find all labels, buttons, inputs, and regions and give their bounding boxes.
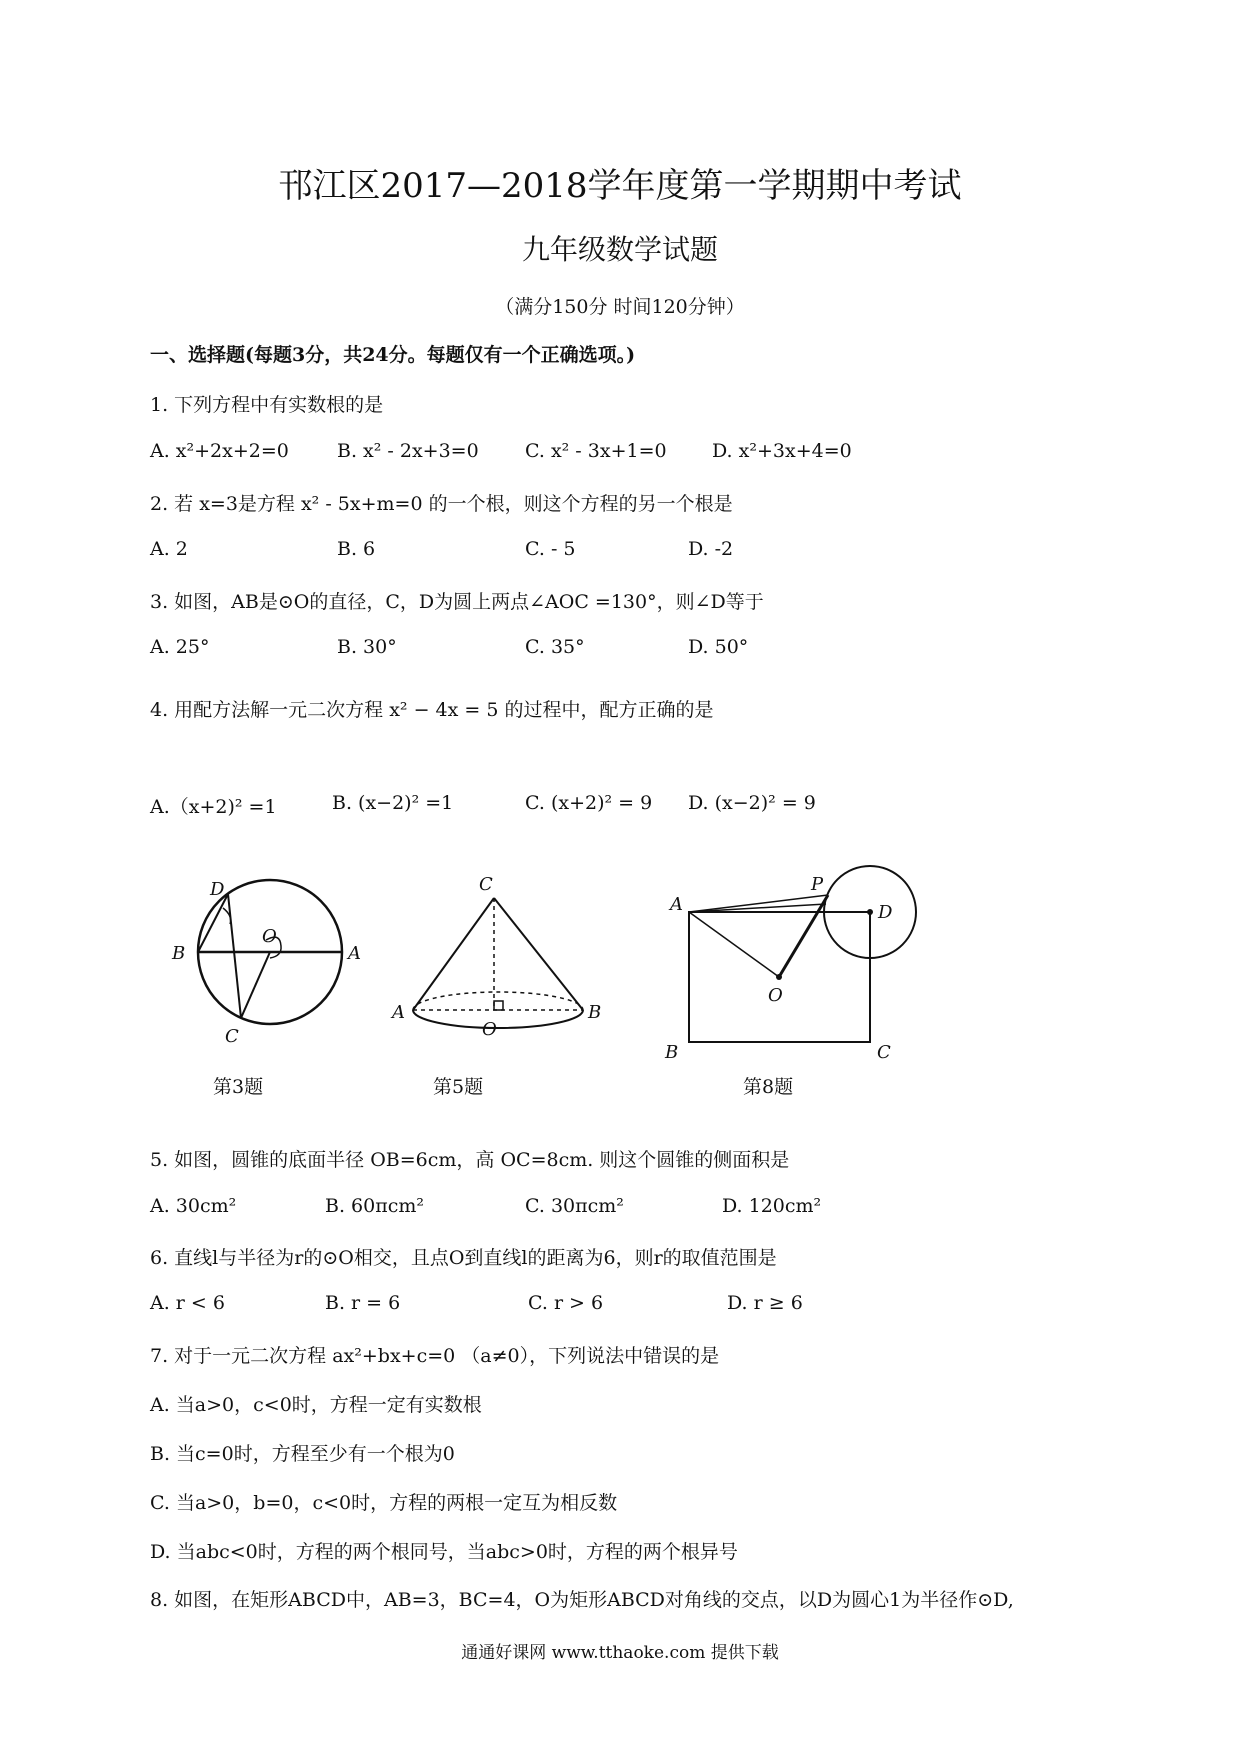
q6-option-a: A. r < 6: [150, 1292, 225, 1314]
q2-option-a: A. 2: [150, 538, 188, 560]
q2-option-d: D. -2: [688, 538, 734, 560]
q6-option-d: D. r ≥ 6: [727, 1292, 803, 1314]
q7-option-b: B. 当c=0时，方程至少有一个根为0: [150, 1443, 455, 1465]
q4-option-b: B. (x−2)² =1: [332, 792, 454, 814]
fig3-caption: 第3题: [213, 1076, 264, 1098]
figure-3: [171, 879, 361, 1047]
fig8-segment-op: [779, 895, 828, 977]
q1-stem: 1. 下列方程中有实数根的是: [150, 394, 384, 416]
fig3-label-b: B: [172, 943, 186, 964]
q2-option-c: C. - 5: [525, 538, 576, 560]
fig5-slant-ca: [413, 898, 494, 1010]
fig5-label-c: C: [479, 874, 493, 895]
fig3-radius-oc: [241, 952, 270, 1018]
fig8-segment-ap: [689, 895, 828, 912]
fig3-label-c: C: [225, 1026, 239, 1047]
q7-option-d: D. 当abc<0时，方程的两个根同号，当abc>0时，方程的两个根异号: [150, 1541, 738, 1563]
figure-5: [390, 874, 601, 1040]
page-footer: 通通好课网 www.tthaoke.com 提供下载: [461, 1643, 779, 1663]
fig8-caption: 第8题: [743, 1076, 794, 1098]
fig8-label-a: A: [670, 894, 683, 915]
q1-option-b: B. x² - 2x+3=0: [337, 440, 479, 462]
q4-stem: 4. 用配方法解一元二次方程 x² − 4x = 5 的过程中，配方正确的是: [150, 699, 714, 721]
fig3-label-a: A: [348, 943, 361, 964]
q4-option-d: D. (x−2)² = 9: [688, 792, 816, 814]
q1-option-d: D. x²+3x+4=0: [712, 440, 852, 462]
fig8-segment-ao: [689, 912, 779, 977]
fig3-label-o: O: [262, 926, 277, 947]
fig8-segment-ap2: [689, 904, 826, 912]
fig5-label-b: B: [588, 1002, 602, 1023]
exam-title: 邗江区2017—2018学年度第一学期期中考试: [278, 166, 962, 206]
fig8-point-o: [776, 974, 782, 980]
q4-option-c: C. (x+2)² = 9: [525, 792, 653, 814]
q3-stem: 3. 如图，AB是⊙O的直径，C，D为圆上两点∠AOC =130°，则∠D等于: [150, 591, 764, 613]
q4-option-a: A.（x+2)² =1: [150, 796, 277, 818]
q5-option-d: D. 120cm²: [722, 1195, 822, 1217]
q6-stem: 6. 直线l与半径为r的⊙O相交，且点O到直线l的距离为6，则r的取值范围是: [150, 1247, 777, 1269]
fig5-base-front: [413, 1010, 583, 1028]
fig3-label-d: D: [210, 879, 225, 900]
fig8-label-c: C: [877, 1042, 891, 1063]
fig8-label-d: D: [878, 902, 893, 923]
q5-option-a: A. 30cm²: [150, 1195, 237, 1217]
q3-option-a: A. 25°: [150, 636, 210, 658]
fig8-label-b: B: [665, 1042, 679, 1063]
q5-stem: 5. 如图，圆锥的底面半径 OB=6cm，高 OC=8cm. 则这个圆锥的侧面积是: [150, 1149, 790, 1171]
q8-stem: 8. 如图，在矩形ABCD中，AB=3，BC=4，O为矩形ABCD对角线的交点，以D为圆心1为半径作⊙D,: [150, 1589, 1014, 1611]
q5-option-b: B. 60πcm²: [325, 1195, 424, 1217]
section-heading: 一、选择题(每题3分，共24分。每题仅有一个正确选项。): [150, 344, 636, 366]
q1-option-a: A. x²+2x+2=0: [150, 440, 289, 462]
q3-option-d: D. 50°: [688, 636, 749, 658]
q5-option-c: C. 30πcm²: [525, 1195, 624, 1217]
exam-meta: （满分150分 时间120分钟）: [495, 296, 745, 318]
exam-subtitle: 九年级数学试题: [521, 233, 718, 266]
q7-option-c: C. 当a>0，b=0，c<0时，方程的两根一定互为相反数: [150, 1492, 618, 1514]
fig8-label-p: P: [811, 874, 824, 895]
q6-option-c: C. r > 6: [528, 1292, 604, 1314]
fig5-label-o: O: [482, 1019, 497, 1040]
q1-option-c: C. x² - 3x+1=0: [525, 440, 667, 462]
fig5-caption: 第5题: [433, 1076, 484, 1098]
q6-option-b: B. r = 6: [325, 1292, 401, 1314]
fig8-label-o: O: [768, 985, 783, 1006]
fig3-chord-dc: [228, 894, 241, 1018]
q3-option-c: C. 35°: [525, 636, 585, 658]
figures-strip: [0, 860, 1240, 1120]
q2-option-b: B. 6: [337, 538, 376, 560]
fig3-chord-bd: [198, 894, 228, 952]
q7-option-a: A. 当a>0，c<0时，方程一定有实数根: [150, 1394, 482, 1416]
fig8-point-d: [867, 909, 873, 915]
fig5-label-a: A: [392, 1002, 405, 1023]
q7-stem: 7. 对于一元二次方程 ax²+bx+c=0 （a≠0），下列说法中错误的是: [150, 1345, 720, 1367]
fig5-slant-cb: [494, 898, 583, 1010]
fig5-right-angle: [494, 1001, 503, 1010]
q3-option-b: B. 30°: [337, 636, 397, 658]
figure-8: [664, 866, 916, 1063]
q2-stem: 2. 若 x=3是方程 x² - 5x+m=0 的一个根，则这个方程的另一个根是: [150, 493, 733, 515]
